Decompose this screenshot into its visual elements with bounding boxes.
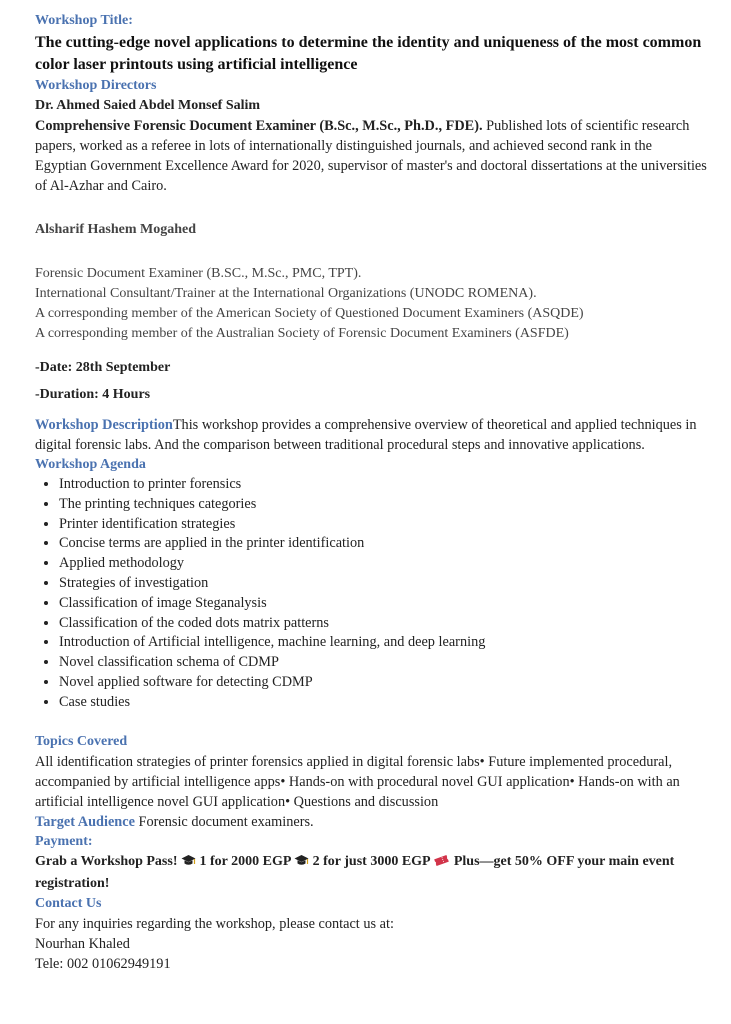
ticket-icon [433,854,450,874]
list-item: • The printing techniques categories [59,495,707,515]
topics-text: All identification strategies of printer forensics applied in digital forensic labs• Future implemented procedural, accompanied by artificial intelligence apps• Hands-on with procedural novel GUI application• Hands-on with an artificial intelligence novel GUI application• Questions and discussion [35,753,680,810]
description-text: This workshop provides a comprehensive overview of theoretical and applied techniques in digital forensic labs. And the comparison between traditional procedural steps and innovative applications. [35,417,697,453]
list-item: • Concise terms are applied in the printer identification [59,534,707,554]
payment-text [35,852,707,894]
audience-text: Forensic document examiners. [134,813,314,830]
payment-part: Plus—get 50% OFF your main event registration! [35,853,675,891]
director2-line: Forensic Document Examiner (B.SC., M.Sc., PMC, TPT). [35,266,362,281]
description-label: Workshop Description [35,417,173,433]
contact-intro: For any inquiries regarding the workshop, please contact us at: [35,915,394,932]
audience-label: Target Audience [35,813,135,830]
list-item: • Strategies of investigation [59,574,707,594]
director2-line: A corresponding member of the American Society of Questioned Document Examiners (ASQDE) [35,306,584,321]
list-item: • Classification of the coded dots matrix patterns [59,614,707,634]
list-item: • Introduction of Artificial intelligence, machine learning, and deep learning [59,633,707,653]
payment-part: Grab a Workshop Pass! [35,853,181,869]
contact-name: Nourhan Khaled [35,935,130,952]
list-item: • Introduction to printer forensics [59,475,707,495]
workshop-date: -Date: 28th September [35,360,171,375]
contact-phone: Tele: 002 01062949191 [35,955,171,972]
director2-line: A corresponding member of the Australian Society of Forensic Document Examiners (ASFDE) [35,326,569,341]
director2-credentials [35,264,707,344]
contact-label: Contact Us [35,895,102,911]
list-item: • Case studies [59,693,707,713]
payment-part: 2 for just 3000 EGP [309,853,434,869]
workshop-title-label: Workshop Title: [35,13,133,28]
agenda-label: Workshop Agenda [35,457,146,472]
director1-bio: Published lots of scientific research papers, worked as a referee in lots of internationally distinguished journals, and achieved second rank in the Egyptian Government Excellence Award for 2020, supervisor of master's and doctoral dissertations at the universities of Al-Azhar and Cairo. [35,118,707,194]
director1-bio-block [35,116,707,196]
directors-label: Workshop Directors [35,78,157,93]
director2-line: International Consultant/Trainer at the International Organizations (UNODC ROMENA). [35,286,537,301]
director1-name: Dr. Ahmed Saied Abdel Monsef Salim [35,98,261,113]
list-item: • Applied methodology [59,554,707,574]
payment-part: 1 for 2000 EGP [196,853,295,869]
director1-credentials: Comprehensive Forensic Document Examiner (B.Sc., M.Sc., Ph.D., FDE). [35,118,483,134]
document-page [35,11,707,974]
graduation-cap-icon [181,854,196,874]
list-item: • Printer identification strategies [59,515,707,535]
graduation-cap-icon [294,854,309,874]
workshop-duration: -Duration: 4 Hours [35,387,151,402]
audience-block [35,812,707,832]
description-block [35,415,707,455]
workshop-title: The cutting-edge novel applications to determine the identity and uniqueness of the most common color laser printouts using artificial intelligence [35,34,702,73]
payment-label: Payment: [35,833,93,849]
list-item: • Novel classification schema of CDMP [59,653,707,673]
list-item: • Classification of image Steganalysis [59,594,707,614]
topics-label: Topics Covered [35,733,128,749]
agenda-list [35,475,707,713]
list-item: • Novel applied software for detecting CDMP [59,673,707,693]
director2-name: Alsharif Hashem Mogahed [35,222,196,237]
